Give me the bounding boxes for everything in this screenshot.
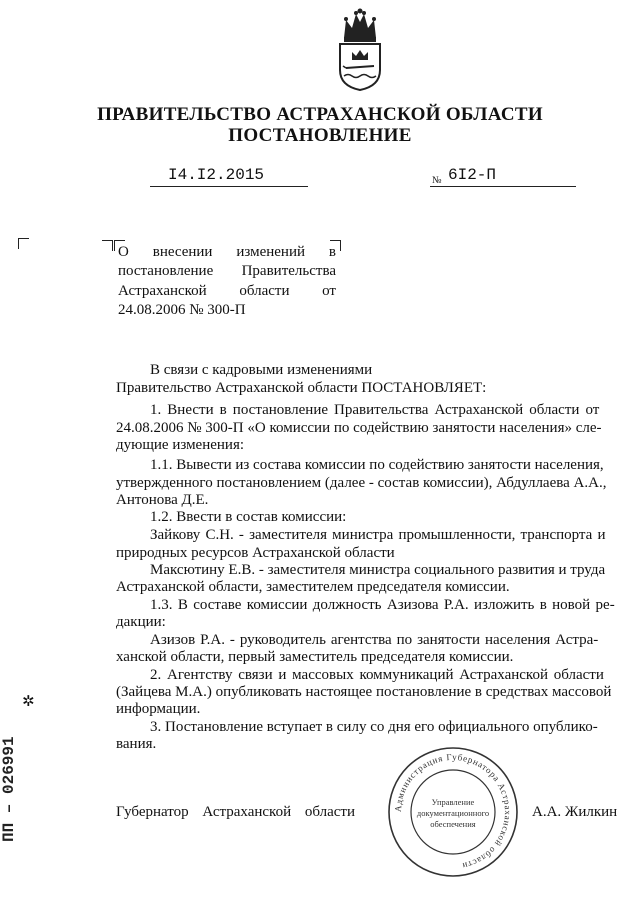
governor-name: А.А. Жилкин [532,804,618,820]
seal-ring-text: Администрация Губернатора Астраханской области [392,751,514,872]
corner-mark-subject-a [102,240,113,251]
body-line: 2. Агентству связи и массовых коммуникаций Астраханской области [150,667,604,683]
body-line: 1.2. Ввести в состав комиссии: [150,509,347,525]
margin-stamp-symbol: ✲ [22,692,35,710]
body-line: дующие изменения: [116,437,245,453]
body-line: 24.08.2006 № 300-П «О комиссии по содействию занятости населения» сле- [116,420,602,436]
date-underline [150,186,308,187]
body-line: Астраханской области, заместителем председателя комиссии. [116,579,510,595]
seal-center-line: документационного [416,808,490,818]
document-type-title: ПОСТАНОВЛЕНИЕ [228,125,412,146]
body-line: Максютину Е.В. - заместителя министра социального развития и труда [150,562,606,578]
document-subject: О внесении изменений в постановление Правительства Астраханской области от 24.08.2006 № 300-П [118,244,336,318]
body-line: утвержденного постановлением (далее - состав комиссии), Абдуллаева А.А., [116,475,607,491]
body-line: 1.1. Вывести из состава комиссии по содействию занятости населения, [150,457,604,473]
body-line: дакции: [116,614,166,630]
body-line: 1.3. В составе комиссии должность Азизова Р.А. изложить в новой ре- [150,597,615,613]
body-line: природных ресурсов Астраханской области [116,545,395,561]
official-seal [386,745,520,879]
body-line: Зайкову С.Н. - заместителя министра промышленности, транспорта и [150,527,606,543]
body-line: информации. [116,701,201,717]
body-line: Антонова Д.Е. [116,492,209,508]
number-underline [430,186,576,187]
seal-center-line: Управление [431,797,475,807]
number-prefix: № [432,175,442,186]
corner-mark-left [18,238,29,249]
seal-center-line: обеспечения [430,819,476,829]
body-line: (Зайцева М.А.) опубликовать настоящее постановление в средствах массовой [116,684,612,700]
margin-stamp-code [0,690,18,850]
body-line: 1. Внести в постановление Правительства Астраханской области от [150,402,600,418]
body-line: Азизов Р.А. - руководитель агентства по занятости населения Астра- [150,632,599,648]
document-date: I4.I2.2015 [168,166,265,184]
body-line: В связи с кадровыми изменениями [150,362,373,378]
svg-text:ПП – 026991: ПП – 026991 [0,736,18,842]
government-title: ПРАВИТЕЛЬСТВО АСТРАХАНСКОЙ ОБЛАСТИ [97,104,543,125]
body-line: Правительство Астраханской области ПОСТАНОВЛЯЕТ: [116,380,487,396]
body-line: ханской области, первый заместитель председателя комиссии. [116,649,514,665]
coat-of-arms-emblem [330,8,390,92]
governor-title: Губернатор Астраханской области [116,804,356,820]
body-line: 3. Постановление вступает в силу со дня его официального опублико- [150,719,598,735]
body-line: вания. [116,736,157,752]
document-number: 6I2-П [448,166,497,184]
